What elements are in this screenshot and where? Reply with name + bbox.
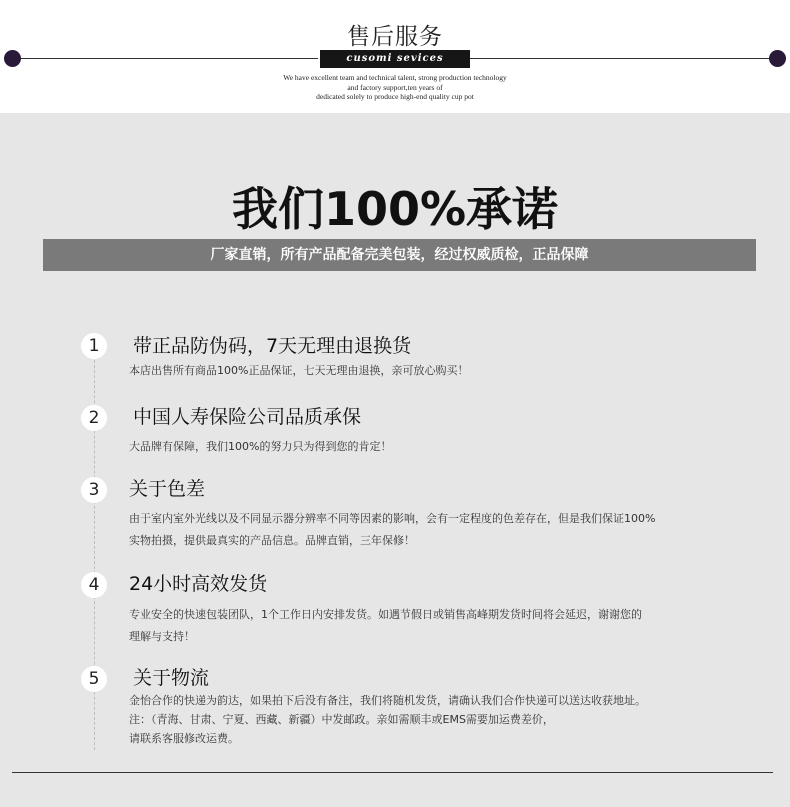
header-title: 售后服务 [347, 24, 443, 50]
item-description-line: 注：（青海、甘肃、宁夏、西藏、新疆）中发邮政。亲如需顺丰或EMS需要加运费差价， [129, 713, 554, 726]
item-number: 3 [81, 477, 107, 503]
item-description-line: 专业安全的快速包装团队，1个工作日内安排发货。如遇节假日或销售高峰期发货时间将会延迟，谢谢您的 [129, 608, 642, 621]
english-line: and factory support,ten years of [347, 82, 443, 92]
item-number: 2 [81, 405, 107, 431]
dot-icon-right [769, 50, 786, 67]
item-title: 中国人寿保险公司品质承保 [133, 406, 362, 428]
item-number: 4 [81, 572, 107, 598]
promise-subtitle-bar: 厂家直销，所有产品配备完美包装，经过权威质检，正品保障 [43, 239, 756, 271]
footer-divider [12, 772, 773, 773]
item-number: 1 [81, 333, 107, 359]
item-title: 带正品防伪码，7天无理由退换货 [133, 335, 412, 357]
header-divider-left [12, 58, 318, 59]
item-description [129, 436, 391, 458]
item-description-line: 实物拍摄，提供最真实的产品信息。品牌直销，三年保修！ [129, 534, 415, 547]
item-description-line: 请联系客服修改运费。 [129, 732, 239, 745]
item-title: 关于色差 [129, 478, 206, 500]
item-number: 5 [81, 666, 107, 692]
service-header [0, 0, 790, 113]
english-line: We have excellent team and technical talent, strong production technology [283, 73, 507, 82]
dot-icon-left [4, 50, 21, 67]
item-description [129, 360, 468, 382]
item-description-line: 本店出售所有商品100%正品保证，七天无理由退换，亲可放心购买！ [129, 364, 469, 377]
item-description [129, 508, 655, 552]
header-divider-right [470, 58, 776, 59]
item-description-line: 金怡合作的快递为韵达，如果拍下后没有备注，我们将随机发货，请确认我们合作快递可以送达收获地址。 [129, 694, 646, 707]
item-description [129, 691, 646, 748]
item-description [129, 604, 642, 648]
item-description-line: 大品牌有保障，我们100%的努力只为得到您的肯定！ [129, 440, 392, 453]
english-line: dedicated solely to produce high-end quality cup pot [316, 92, 474, 101]
item-description-line: 由于室内室外光线以及不同显示器分辨率不同等因素的影响，会有一定程度的色差存在，但是我们保证100% [129, 512, 656, 525]
header-english-text [0, 73, 790, 102]
item-title: 24小时高效发货 [129, 573, 268, 595]
item-title: 关于物流 [133, 667, 210, 689]
item-description-line: 理解与支持！ [129, 630, 195, 643]
header-badge: cusomi sevices [320, 50, 470, 68]
promise-title: 我们100%承诺 [231, 182, 559, 236]
